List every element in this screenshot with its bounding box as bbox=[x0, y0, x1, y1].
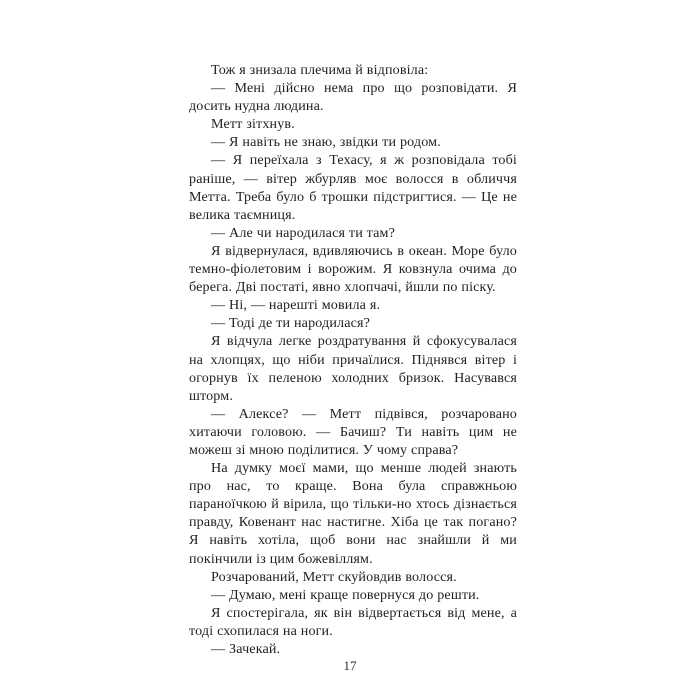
paragraph: — Думаю, мені краще повернуся до решти. bbox=[211, 586, 480, 603]
paragraph: — Я переїхала з Техасу, я ж розповідала тобі раніше, — вітер жбурляв моє волосся в обличчя Метта. Треба було б трошки підстригтися. — Це не велика таємниця. bbox=[189, 152, 517, 223]
paragraph: Тож я знизала плечима й відповіла: bbox=[211, 62, 429, 78]
paragraph: Розчарований, Метт скуйовдив волосся. bbox=[211, 568, 457, 585]
paragraph: — Ні, — нарешті мовила я. bbox=[211, 297, 381, 314]
paragraph: — Тоді де ти народилася? bbox=[211, 315, 371, 332]
paragraph: На думку моєї мами, що менше людей знають про нас, то краще. Вона була справжньою параноїчкою й вірила, що тільки-но хтось дізнається правду, Ковенант нас настигне. Хіба це так погано? Я навіть хотіла, щоб вони нас знайшли й ми покінчили із цим божевіллям. bbox=[189, 460, 517, 567]
page-text-block bbox=[189, 61, 517, 658]
paragraph: — Я навіть не знаю, звідки ти родом. bbox=[211, 134, 441, 151]
paragraph: Я відвернулася, вдивляючись в океан. Море було темно-фіолетовим і ворожим. Я ковзнула очима до берега. Дві постаті, явно хлопчачі, йшли по піску. bbox=[189, 242, 517, 296]
paragraph: — Алексе? — Метт підвівся, розчаровано хитаючи головою. — Бачиш? Ти навіть цим не можеш зі мною поділитися. У чому справа? bbox=[189, 405, 517, 458]
paragraph: — Але чи народилася ти там? bbox=[211, 224, 396, 241]
paragraph: — Мені дійсно нема про що розповідати. Я досить нудна людина. bbox=[189, 80, 517, 115]
paragraph: Метт зітхнув. bbox=[211, 116, 295, 133]
page-number: 17 bbox=[343, 658, 357, 673]
paragraph: Я відчула легке роздратування й сфокусувалася на хлопцях, що ніби причаїлися. Піднявся вітер і огорнув їх пеленою холодних бризок. Насувався шторм. bbox=[189, 333, 517, 404]
paragraph: Я спостерігала, як він відвертається від мене, а тоді схопилася на ноги. bbox=[189, 604, 517, 639]
paragraph: — Зачекай. bbox=[211, 641, 281, 657]
